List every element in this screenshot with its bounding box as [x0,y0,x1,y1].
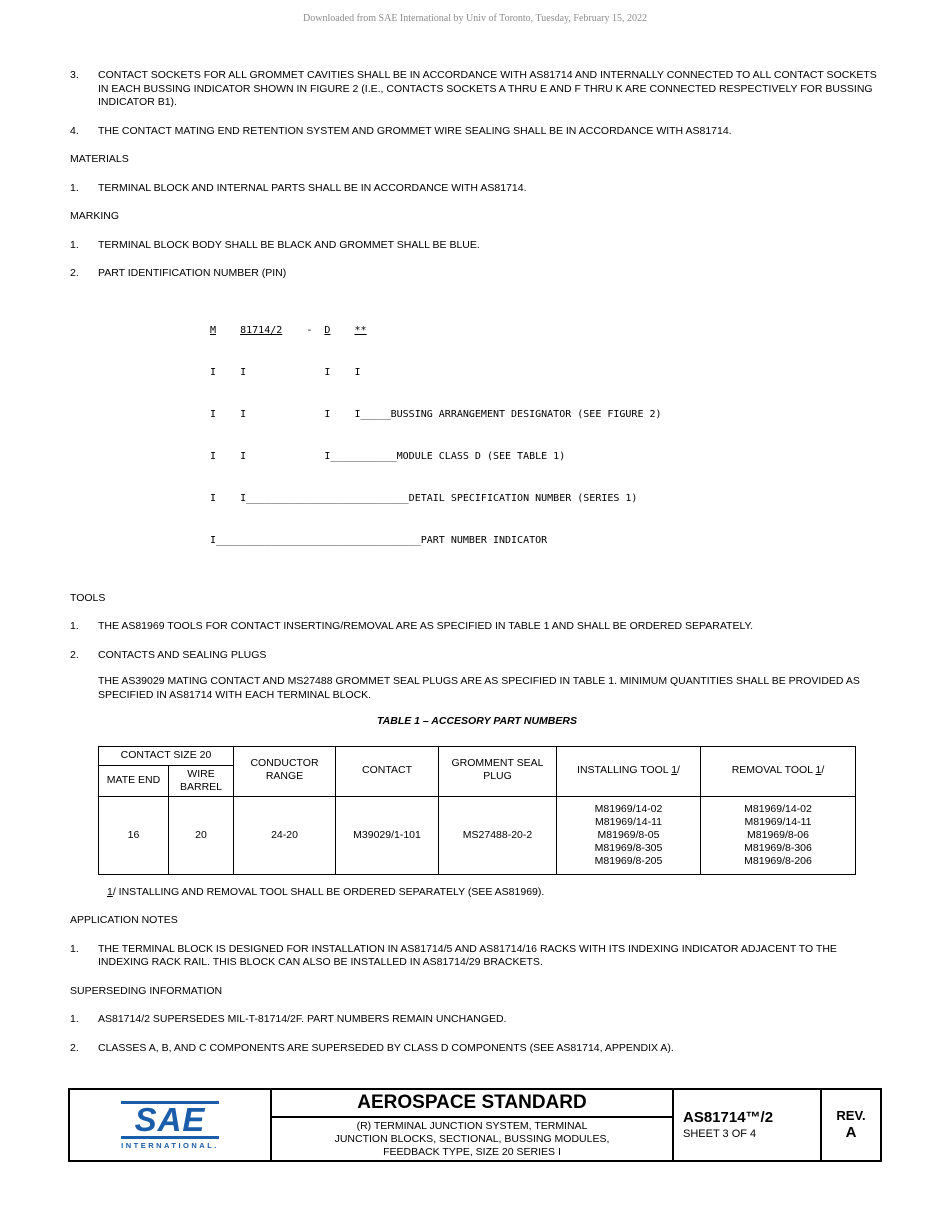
item-text: CONTACTS AND SEALING PLUGS [98,648,267,661]
table1-data-row [98,796,855,874]
mate-end-header-cell: MATE END [98,765,168,796]
pin-line: I I I I [210,366,361,378]
item-text: CLASSES A, B, AND C COMPONENTS ARE SUPERSEDED BY CLASS D COMPONENTS (SEE AS81714, APPENDIX A). [98,1041,674,1054]
tools-heading: TOOLS [70,591,106,604]
item-number: 1. [70,942,79,955]
footnote-ref-slash: / [112,885,116,898]
gromment-seal-plug-header-cell: GROMMENT SEAL PLUG [439,746,557,796]
wire-barrel-header-cell: WIRE BARREL [168,765,233,796]
installing-tool-header-cell [557,746,701,796]
removal-tools-cell [701,796,856,874]
item-number: 1. [70,620,79,632]
subtitle-line: (R) TERMINAL JUNCTION SYSTEM, TERMINAL [356,1119,588,1132]
item-number: 4. [70,124,79,137]
contact-header-cell: CONTACT [336,746,439,796]
subtitle-line: FEEDBACK TYPE, SIZE 20 SERIES I [383,1145,561,1158]
pin-line: I I I___________MODULE CLASS D (SEE TABLE 1) [210,450,566,462]
tool-part-number: M81969/8-306 [744,841,812,854]
superseding-item-1 [70,1013,884,1027]
pin-line: I I I I_____BUSSING ARRANGEMENT DESIGNATOR (SEE FIGURE 2) [210,408,662,420]
conductor-range-header-cell: CONDUCTOR RANGE [234,746,336,796]
subtitle-line: JUNCTION BLOCKS, SECTIONAL, BUSSING MODULES, [334,1132,610,1145]
tool-part-number: M81969/14-11 [595,815,662,828]
pin-line: I I___________________________DETAIL SPECIFICATION NUMBER (SERIES 1) [210,492,638,504]
pin-token: M [210,324,217,336]
superseding-item-2 [70,1042,884,1056]
pin-token: ** [354,324,367,336]
header-label: INSTALLING TOOL [577,763,669,776]
header-label: REMOVAL TOOL [731,763,813,776]
marking-item-2 [70,267,884,281]
document-number: AS81714™/2 [683,1109,774,1126]
tool-part-number: M81969/8-305 [594,841,663,854]
materials-item-1 [70,182,884,196]
item-number: 1. [70,181,79,194]
item-number: 2. [70,1041,79,1054]
title-block [68,1088,882,1162]
footnote-text: INSTALLING AND REMOVAL TOOL SHALL BE ORDERED SEPARATELY (SEE AS81969). [115,885,545,898]
tool-part-number: M81969/8-05 [597,828,660,841]
tool-part-number: M81969/8-206 [744,854,812,867]
tool-part-number: M81969/14-02 [744,802,812,815]
footnote-ref: 1 [671,763,678,776]
tool-part-number: M81969/8-06 [747,828,809,841]
sae-logo-text: SAE [121,1101,219,1139]
application-notes-item-1 [70,943,884,970]
footnote-ref: 1 [815,763,822,776]
removal-tool-header-cell [701,746,856,796]
revision-value: A [845,1124,857,1141]
pin-token: D [324,324,331,336]
tools-item-1 [70,620,884,634]
tools-item-2-paragraph: THE AS39029 MATING CONTACT AND MS27488 GROMMET SEAL PLUGS ARE AS SPECIFIED IN TABLE 1. MINIMUM QUANTITIES SHALL BE PROVIDED AS SPECIFIED IN AS81714 WITH EACH TERMINAL BLOCK. [98,675,860,701]
mate-end-cell: 16 [98,796,168,874]
standard-subtitle [272,1118,672,1160]
table1-title: TABLE 1 – ACCESORY PART NUMBERS [377,715,577,727]
tool-part-number: M81969/14-02 [594,802,663,815]
document-number-cell [672,1090,820,1160]
item-number: 2. [70,267,79,279]
pin-token: 81714/2 [240,324,283,336]
revision-label: REV. [836,1108,866,1123]
revision-cell [820,1090,880,1160]
sheet-number: SHEET 3 OF 4 [683,1128,757,1140]
item-text: TERMINAL BLOCK BODY SHALL BE BLACK AND GROMMET SHALL BE BLUE. [98,238,480,251]
item-number: 3. [70,69,79,81]
materials-heading: MATERIALS [70,153,129,165]
application-notes-heading: APPLICATION NOTES [70,914,178,926]
conductor-range-cell: 24-20 [234,796,336,874]
general-item-3 [70,69,884,110]
item-text: THE AS81969 TOOLS FOR CONTACT INSERTING/REMOVAL ARE AS SPECIFIED IN TABLE 1 AND SHALL BE ORDERED SEPARATELY. [98,620,754,632]
item-text: THE TERMINAL BLOCK IS DESIGNED FOR INSTALLATION IN AS81714/5 AND AS81714/16 RACKS WITH ITS INDEXING INDICATOR ADJACENT TO THE INDEXING RACK RAIL. THIS BLOCK CAN ALSO BE INSTALLED IN AS81714/29 BRACKETS. [98,942,837,968]
item-text: AS81714/2 SUPERSEDES MIL-T-81714/2F. PART NUMBERS REMAIN UNCHANGED. [98,1013,507,1025]
tools-item-2 [70,649,884,663]
pin-breakdown-diagram [210,296,884,576]
pin-token: - [306,324,313,336]
item-text: TERMINAL BLOCK AND INTERNAL PARTS SHALL BE IN ACCORDANCE WITH AS81714. [98,181,527,194]
item-text: THE CONTACT MATING END RETENTION SYSTEM AND GROMMET WIRE SEALING SHALL BE IN ACCORDANCE WITH AS81714. [98,124,732,137]
installing-tools-cell [557,796,701,874]
gromment-seal-plug-cell: MS27488-20-2 [439,796,557,874]
item-text: PART IDENTIFICATION NUMBER (PIN) [98,267,287,279]
table1-footnote [107,886,884,900]
table1-accessory-part-numbers [98,746,856,875]
standard-title-cell [270,1090,672,1160]
footnote-ref-slash: / [821,763,825,776]
sae-logo [121,1101,219,1150]
table1-header-row-1 [98,746,855,765]
pin-top-row [210,324,884,338]
general-item-4 [70,125,884,139]
item-number: 2. [70,648,79,661]
footnote-ref-slash: / [677,763,680,776]
document-body [70,69,884,1070]
superseding-heading: SUPERSEDING INFORMATION [70,984,223,997]
sae-logo-subtext: INTERNATIONAL. [121,1140,219,1150]
marking-heading: MARKING [70,210,120,222]
item-text: CONTACT SOCKETS FOR ALL GROMMET CAVITIES SHALL BE IN ACCORDANCE WITH AS81714 AND INTERNALLY CONNECTED TO ALL CONTACT SOCKETS IN EACH BUSSING INDICATOR SHOWN IN FIGURE 2 (I.E., CONTACTS SOCKETS A THRU E AND F THRU K ARE CONNECTED RESPECTIVELY FOR BUSSING INDICATOR B1). [98,69,877,108]
item-number: 1. [70,1013,79,1025]
contact-size-header-cell: CONTACT SIZE 20 [98,746,233,765]
pin-line: I__________________________________PART NUMBER INDICATOR [210,534,548,546]
marking-item-1 [70,239,884,253]
download-notice: Downloaded from SAE International by Univ of Toronto, Tuesday, February 15, 2022 [303,13,647,24]
logo-cell [70,1090,270,1160]
contact-cell: M39029/1-101 [336,796,439,874]
standard-title: AEROSPACE STANDARD [272,1090,672,1118]
item-number: 1. [70,238,79,251]
wire-barrel-cell: 20 [168,796,233,874]
tool-part-number: M81969/8-205 [594,854,663,867]
tool-part-number: M81969/14-11 [744,815,812,828]
footnote-ref: 1 [107,885,113,898]
